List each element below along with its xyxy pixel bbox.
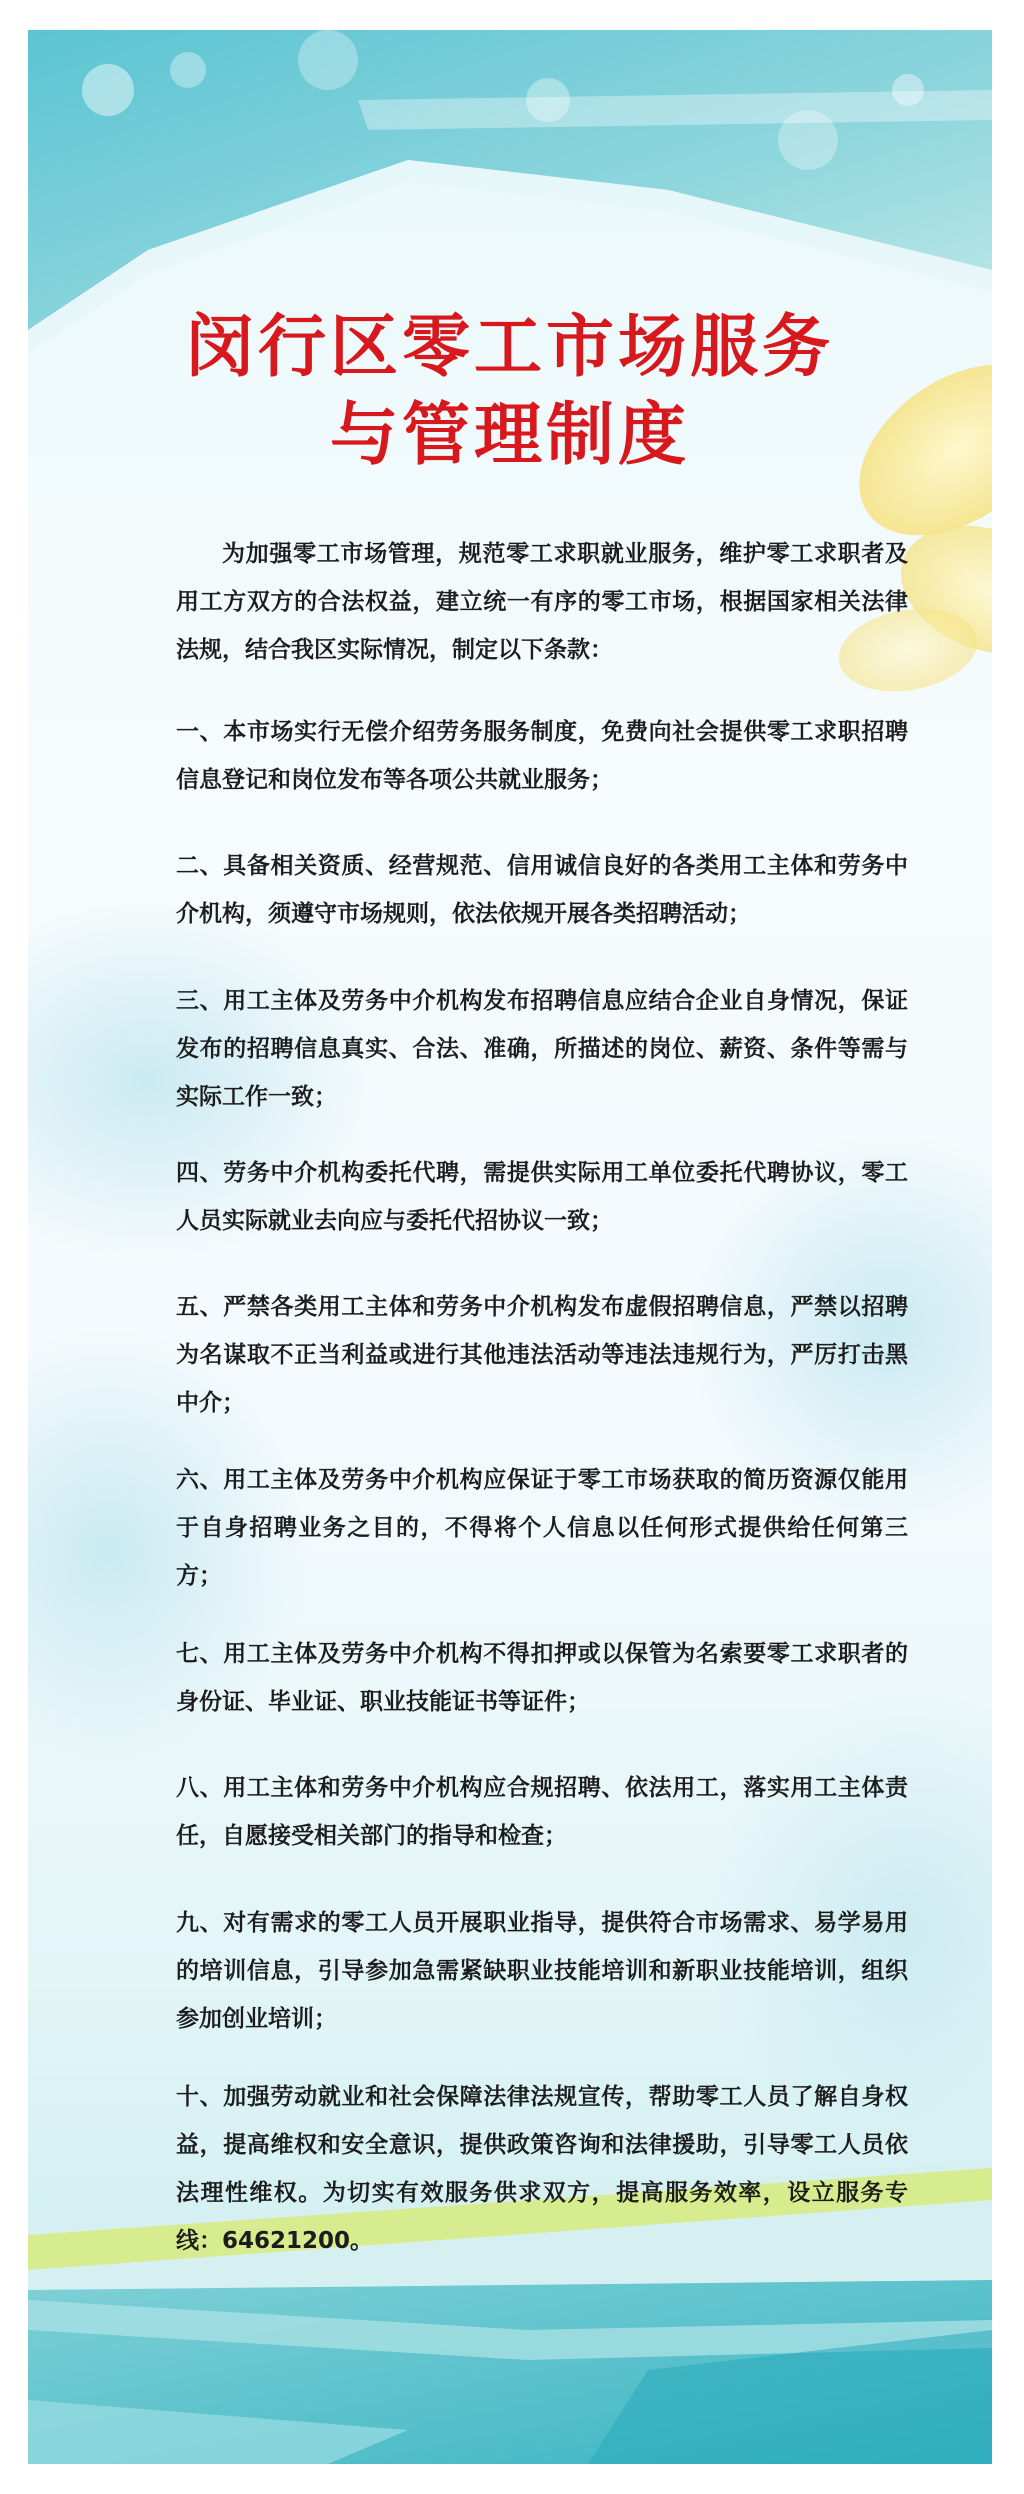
clause-7: 七、用工主体及劳务中介机构不得扣押或以保管为名索要零工求职者的身份证、毕业证、职业技能证书等证件； [176,1641,908,1715]
clause-10: 十、加强劳动就业和社会保障法律法规宣传，帮助零工人员了解自身权益，提高维权和安全意识，提供政策咨询和法律援助，引导零工人员依法理性维权。为切实有效服务供求双方，提高服务效率，设立服务专线：64621200。 [176,2084,908,2254]
clause-9: 九、对有需求的零工人员开展职业指导，提供符合市场需求、易学易用的培训信息，引导参加急需紧缺职业技能培训和新职业技能培训，组织参加创业培训； [176,1910,908,2032]
clause-3: 三、用工主体及劳务中介机构发布招聘信息应结合企业自身情况，保证发布的招聘信息真实、合法、准确，所描述的岗位、薪资、条件等需与实际工作一致； [176,988,908,1110]
clause-4: 四、劳务中介机构委托代聘，需提供实际用工单位委托代聘协议，零工人员实际就业去向应与委托代招协议一致； [176,1160,908,1234]
poster-title-line-1: 闵行区零工市场服务 [185,308,834,387]
clause-1: 一、本市场实行无偿介绍劳务服务制度，免费向社会提供零工求职招聘信息登记和岗位发布等各项公共就业服务； [176,719,908,793]
intro-paragraph: 为加强零工市场管理，规范零工求职就业服务，维护零工求职者及用工方双方的合法权益，建立统一有序的零工市场，根据国家相关法律法规，结合我区实际情况，制定以下条款： [176,541,908,663]
clause-6: 六、用工主体及劳务中介机构应保证于零工市场获取的简历资源仅能用于自身招聘业务之目的，不得将个人信息以任何形式提供给任何第三方； [176,1467,908,1589]
poster-board [28,30,992,2464]
clause-5: 五、严禁各类用工主体和劳务中介机构发布虚假招聘信息，严禁以招聘为名谋取不正当利益或进行其他违法活动等违法违规行为，严厉打击黑中介； [176,1294,908,1416]
poster-title-line-2: 与管理制度 [329,396,690,475]
clause-2: 二、具备相关资质、经营规范、信用诚信良好的各类用工主体和劳务中介机构，须遵守市场规则，依法依规开展各类招聘活动； [176,853,908,927]
clause-8: 八、用工主体和劳务中介机构应合规招聘、依法用工，落实用工主体责任，自愿接受相关部门的指导和检查； [176,1775,908,1849]
